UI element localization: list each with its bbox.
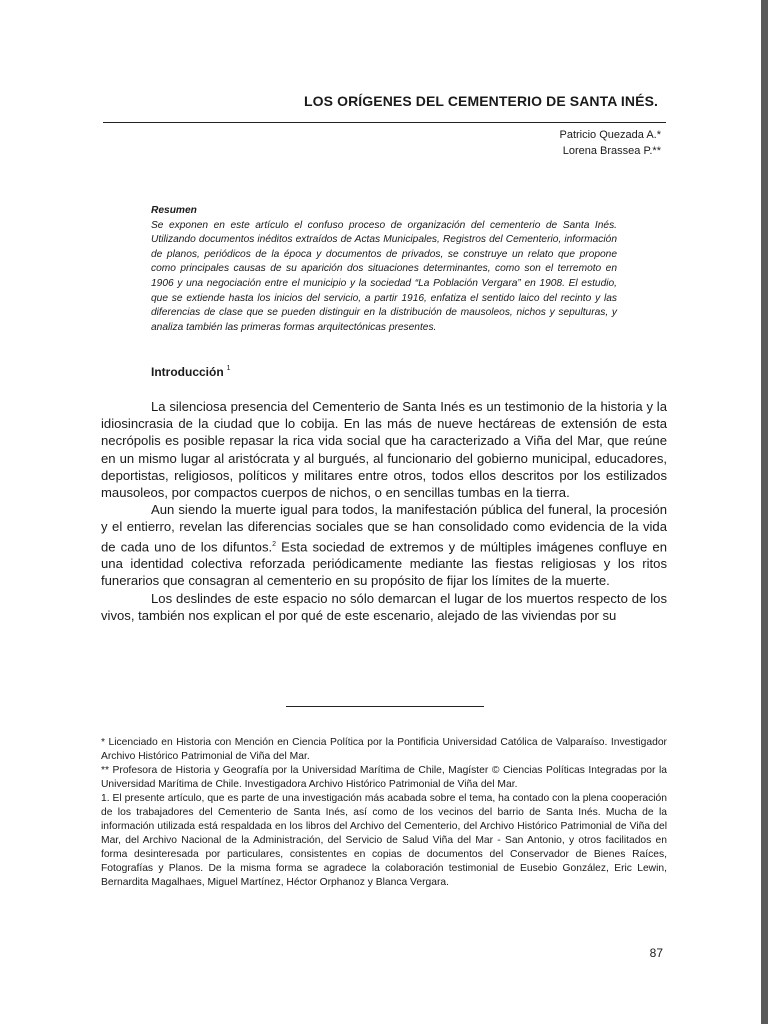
abstract-text: Se exponen en este artículo el confuso proceso de organización del cementerio de Santa Inés. Utilizando documentos inéditos extraídos de Actas Municipales, Registros del Cementerio, información de planos, periódicos de la época y documentos de privados, se construye un relato que propone como principales causas de su aparición dos situaciones determinantes, como son el terremoto en 1906 y una negociación entre el municipio y la sociedad “La Población Vergara” en 1908. El estudio, que se extiende hasta los inicios del servicio, a partir 1916, enfatiza el sentido laico del recinto y las diferencias de clase que se pueden distinguir en la distribución de mausoleos, nichos y sepulturas, y analiza también las primeras formas arquitectónicas presentes. [151, 219, 617, 333]
body-paragraph [101, 398, 667, 501]
section-heading-text: Introducción [151, 365, 224, 379]
page-edge [761, 0, 768, 1024]
paragraph-text: Aun siendo la muerte igual para todos, la manifestación pública del funeral, la procesión y el entierro, revelan las diferencias sociales que se han consolidado como evidencia de la vida de cada uno de los difuntos. [101, 502, 667, 554]
title-divider [103, 122, 666, 123]
footnote-divider [286, 706, 484, 707]
paragraph-text: La silenciosa presencia del Cementerio de Santa Inés es un testimonio de la historia y la idiosincrasia de la ciudad que lo cobija. En las más de nueve hectáreas de extensión de esta necrópolis es posible repasar la rica vida social que ha caracterizado a Viña del Mar, que reúne en un mismo lugar al aristócrata y al burgués, al funcionario del gobierno municipal, educadores, deportistas, religiosos, políticos y militares entre otros, todos ellos descritos por los estilizados mausoleos, por compactos cuerpos de nichos, o en sencillas tumbas en la tierra. [101, 399, 667, 501]
article-title: LOS ORÍGENES DEL CEMENTERIO DE SANTA INÉS. [304, 93, 658, 109]
footnote: * Licenciado en Historia con Mención en Ciencia Política por la Pontificia Universidad Católica de Valparaíso. Investigador Archivo Histórico Patrimonial de Viña del Mar. [101, 737, 667, 762]
abstract-block [151, 204, 617, 335]
body-paragraph [101, 590, 667, 624]
footnote: 1. El presente artículo, que es parte de una investigación más acabada sobre el tema, ha contado con la plena cooperación de los trabajadores del Cementerio de Santa Inés, así como de los vecinos del barrio de Santa Inés. Mucha de la información utilizada está respaldada en los libros del Archivo del Cementerio, del Archivo Histórico Patrimonial de Viña del Mar, del Archivo Nacional de la Administración, del Servicio de Salud Viña del Mar - San Antonio, y otros facilitados en forma desinteresada por particulares, consistentes en copias de documentos del Conservador de Bienes Raíces, Fotografías y Planos. De la misma forma se agradece la colaboración testimonial de Eusebio González, Eric Lewin, Bernardita Magalhaes, Miguel Martínez, Héctor Orphanoz y Blanca Vergara. [101, 793, 667, 888]
authors-block [559, 127, 661, 159]
author-name: Patricio Quezada A.* [559, 129, 661, 141]
body-paragraph [101, 501, 667, 589]
body-text [101, 398, 667, 624]
footnote-ref: 2 [272, 540, 277, 548]
footnote-ref: 1 [226, 365, 231, 372]
section-heading [151, 365, 231, 379]
paragraph-text: Esta sociedad de extremos y de múltiples imágenes confluye en una identidad colectiva reforzada periódicamente mediante las fiestas religiosas y los ritos funerarios que consagran al cementerio en su propósito de fijar los límites de la muerte. [101, 538, 667, 589]
page-number: 87 [649, 946, 663, 960]
footnotes-block [101, 736, 667, 890]
abstract-heading: Resumen [151, 205, 197, 216]
footnote: ** Profesora de Historia y Geografía por la Universidad Marítima de Chile, Magíster © Ciencias Políticas Integradas por la Universidad Marítima de Chile. Investigadora Archivo Histórico Patrimonial de Viña del Mar. [101, 765, 667, 790]
author-name: Lorena Brassea P.** [562, 145, 661, 157]
paragraph-text: Los deslindes de este espacio no sólo demarcan el lugar de los muertos respecto de los vivos, también nos explican el por qué de este escenario, alejado de las viviendas por su [101, 590, 667, 623]
